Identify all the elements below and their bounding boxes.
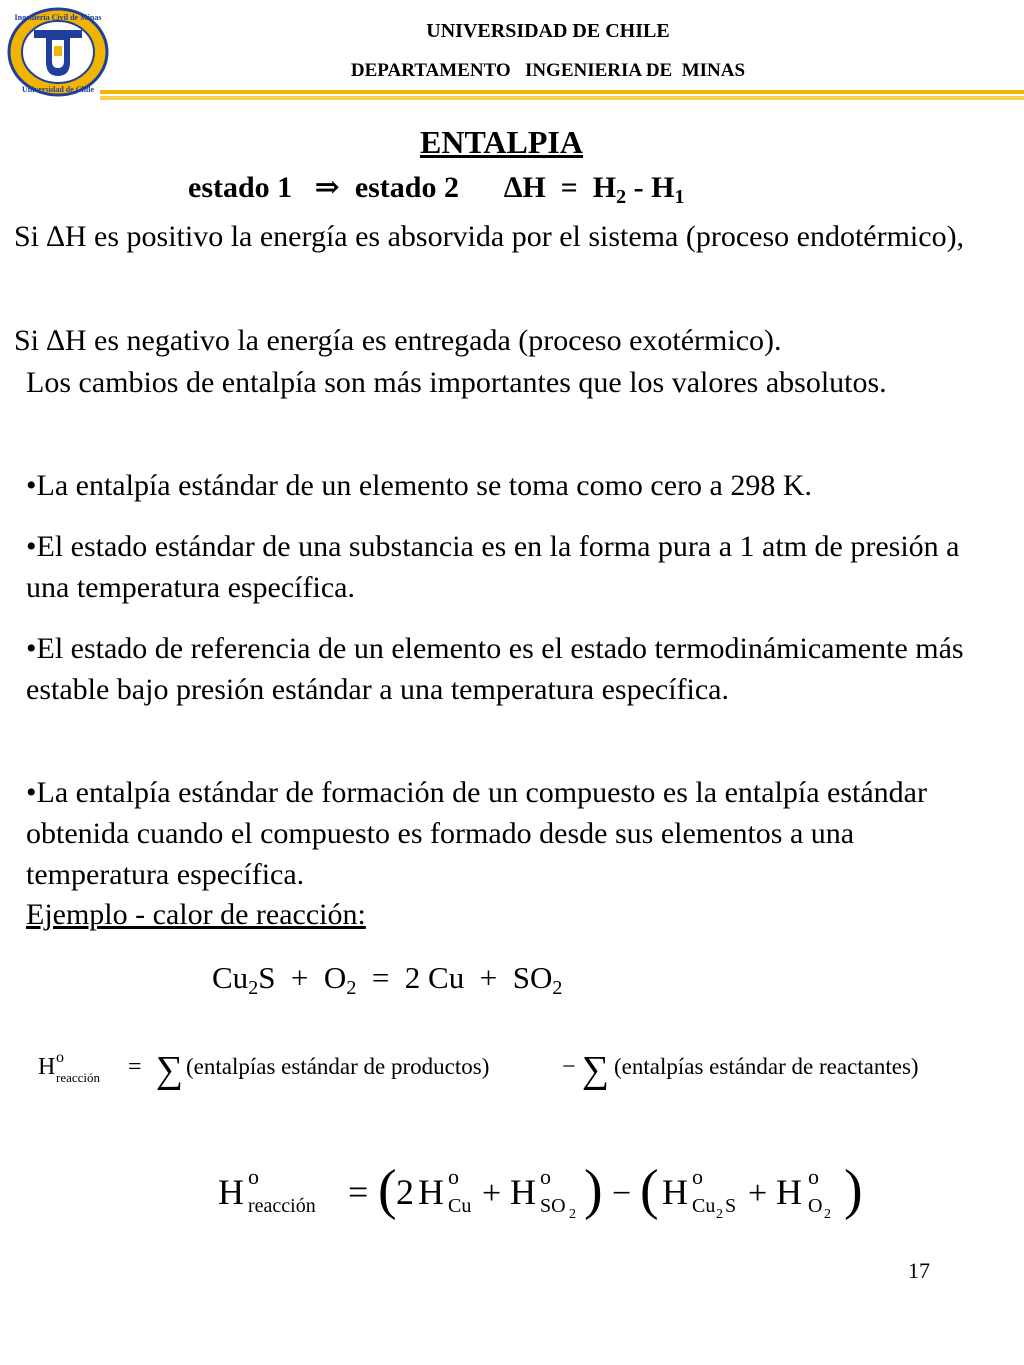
header-rule-light bbox=[100, 96, 1024, 100]
department-text: DEPARTAMENTO INGENIERIA DE MINAS bbox=[350, 60, 746, 81]
f2-sup-o2: o bbox=[808, 1164, 819, 1189]
f2-minus: − bbox=[612, 1175, 632, 1212]
reac-so-sub: 2 bbox=[552, 977, 563, 999]
bullet-standard-enthalpy: •La entalpía estándar de un elemento se toma como cero a 298 K. bbox=[26, 469, 813, 502]
delta-h-expression: ∆H = H bbox=[503, 171, 617, 204]
bullet-reference-state: •El estado de referencia de un elemento es el estado termodinámicamente más estable bajo presión estándar a una temperatura específica. bbox=[26, 632, 964, 706]
f2-h-so2: H bbox=[510, 1172, 536, 1212]
f2-sub-o-2: 2 bbox=[824, 1207, 831, 1222]
reaction-equation bbox=[212, 960, 563, 999]
state-equation bbox=[188, 170, 685, 208]
f1-sub: reacción bbox=[56, 1070, 101, 1085]
department-name bbox=[0, 60, 1024, 82]
f2-sub-cu2s-s: S bbox=[725, 1195, 737, 1217]
reac-cu-sub: 2 bbox=[248, 977, 259, 999]
f1-sup: o bbox=[56, 1049, 64, 1066]
f2-sub-so-2: 2 bbox=[569, 1207, 576, 1222]
f1-h: H bbox=[38, 1054, 56, 1080]
paragraph-changes: Los cambios de entalpía son más importantes que los valores absolutos. bbox=[26, 366, 887, 399]
enthalpy-formula-general bbox=[30, 1040, 1000, 1090]
bullet-standard-state: •El estado estándar de una substancia es en la forma pura a 1 atm de presión a una temperatura específica. bbox=[26, 530, 960, 604]
f2-rparen-2: ) bbox=[844, 1159, 863, 1221]
f2-coef: 2 bbox=[396, 1172, 414, 1212]
f2-sup-so2: o bbox=[540, 1164, 551, 1189]
f2-sub-cu2s-2: 2 bbox=[716, 1207, 723, 1222]
f1-minus: − bbox=[562, 1054, 576, 1080]
logo-text-bottom: Universidad de Chile bbox=[21, 85, 95, 94]
page-title: ENTALPIA bbox=[420, 124, 583, 160]
f2-lparen-2: ( bbox=[640, 1159, 659, 1221]
f1-equals: = bbox=[128, 1054, 142, 1080]
logo-text-top: Ingeniería Civil de Minas bbox=[14, 13, 102, 22]
f2-sub-o: O bbox=[808, 1195, 823, 1217]
f1-term-reactants: (entalpías estándar de reactantes) bbox=[614, 1054, 919, 1079]
f2-h: H bbox=[218, 1172, 244, 1212]
f2-lparen-1: ( bbox=[378, 1159, 397, 1221]
f2-sup-cu: o bbox=[448, 1164, 459, 1189]
example-heading: Ejemplo - calor de reacción: bbox=[26, 898, 366, 931]
state-to: estado 2 bbox=[354, 171, 459, 204]
sub-2: 2 bbox=[616, 186, 627, 208]
state-from: estado 1 bbox=[188, 171, 293, 204]
f2-plus-1: + bbox=[482, 1175, 502, 1212]
f2-h-cu2s: H bbox=[662, 1172, 688, 1212]
reac-products: = 2 Cu + SO bbox=[356, 960, 553, 995]
paragraph-positive: Si ∆H es positivo la energía es absorvida por el sistema (proceso endotérmico), bbox=[14, 220, 965, 253]
f2-sup-cu2s: o bbox=[692, 1164, 703, 1189]
f2-plus-2: + bbox=[748, 1175, 768, 1212]
f2-sub-reaccion: reacción bbox=[248, 1195, 316, 1217]
f1-sigma-icon: ∑ bbox=[156, 1049, 184, 1090]
university-name: UNIVERSIDAD DE CHILE bbox=[426, 20, 670, 42]
sub-1: 1 bbox=[674, 186, 685, 208]
enthalpy-formula-specific bbox=[210, 1148, 890, 1224]
page-number: 17 bbox=[908, 1258, 930, 1283]
f2-h-cu: H bbox=[418, 1172, 444, 1212]
reac-s-o: S + O bbox=[258, 960, 347, 995]
reac-o-sub: 2 bbox=[346, 977, 357, 999]
bullet-formation-enthalpy: •La entalpía estándar de formación de un compuesto es la entalpía estándar obtenida cuando el compuesto es formado desde sus elementos a una temperatura específica. bbox=[26, 776, 927, 891]
reac-cu: Cu bbox=[212, 960, 249, 995]
minus-h: - H bbox=[626, 171, 675, 204]
arrow-icon: ⇒ bbox=[314, 171, 340, 204]
f2-h-o2: H bbox=[776, 1172, 802, 1212]
f2-sup: o bbox=[248, 1164, 259, 1189]
f2-equals: = bbox=[348, 1172, 369, 1212]
header-rule-dark bbox=[100, 90, 1024, 94]
paragraph-negative: Si ∆H es negativo la energía es entregada (proceso exotérmico). bbox=[14, 324, 782, 357]
f2-sub-cu: Cu bbox=[448, 1195, 472, 1217]
f2-sub-so: SO bbox=[540, 1195, 566, 1217]
f1-sigma2-icon: ∑ bbox=[582, 1049, 610, 1090]
f1-term-products: (entalpías estándar de productos) bbox=[186, 1054, 490, 1079]
f2-sub-cu2s-cu: Cu bbox=[692, 1195, 716, 1217]
f2-rparen-1: ) bbox=[584, 1159, 603, 1221]
